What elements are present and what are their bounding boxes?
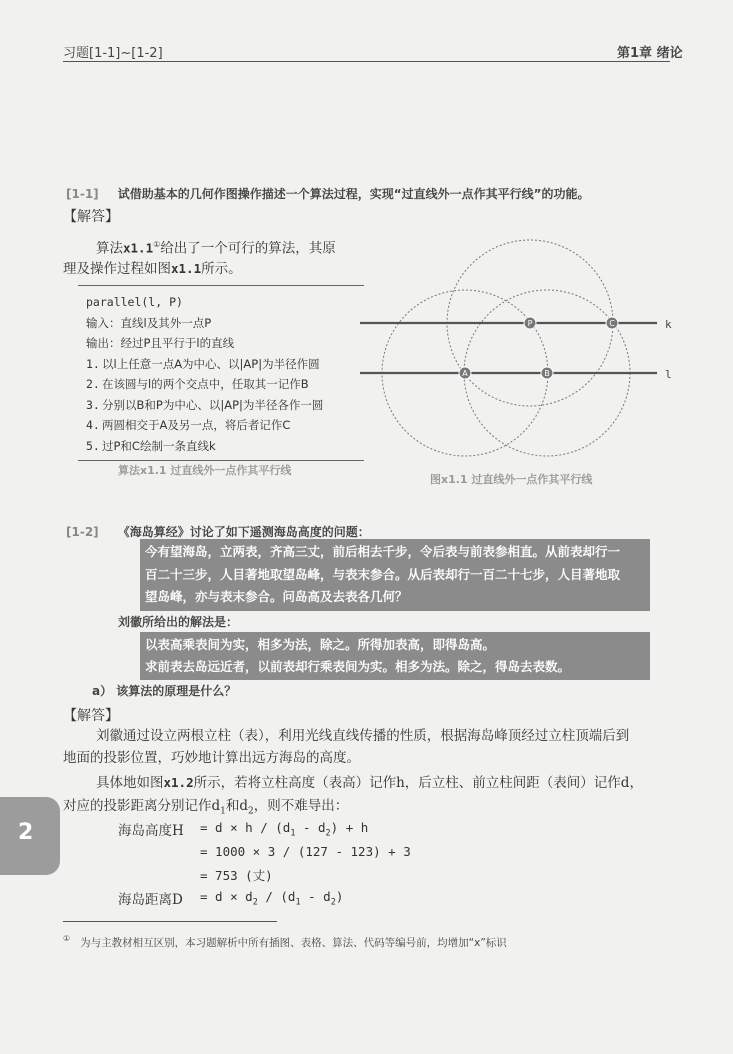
point-c [606,317,618,329]
intro-text: 所示。 [201,261,242,277]
formula-part: = d × h / (d [200,820,291,835]
algorithm-step [86,436,364,457]
question-1 [66,183,590,202]
subscript: 2 [248,806,254,817]
subscript: 1 [290,828,296,839]
footnote-text: 为与主教材相互区别，本习题解析中所有插图、表格、算法、代码等编号前，均增加“x”标识 [80,936,507,949]
algorithm-step [86,354,364,375]
algorithm-box [78,285,364,461]
paragraph-text: 具体地如图 [96,775,164,791]
point-a [459,367,471,379]
formula-part: - d [300,889,331,904]
intro-text: 算法 [96,240,123,257]
classical-problem-quote [140,539,650,611]
subscript: 2 [330,897,336,908]
line-l-label: l [665,368,672,381]
formula-island-height-numeric: = 1000 × 3 / (127 - 123) + 3 [200,844,411,859]
quote-line: 今有望海岛，立两表，齐高三丈，前后相去千步，令后表与前表参相直。从前表却行一 [145,544,621,559]
paragraph-text: 对应的投影距离分别记作d [63,798,221,814]
formula-part: = d × d [200,889,253,904]
formula-part: ) [335,889,344,904]
running-header-right: 第1章 绪论 [617,46,683,61]
subscript: 2 [325,828,331,839]
point-p-label: P [527,319,533,328]
question-1-text: 试借助基本的几何作图操作描述一个算法过程，实现“过直线外一点作其平行线”的功能。 [117,187,590,201]
step-text: 分别以B和P为中心、以|AP|为半径各作一圆 [102,397,324,412]
algorithm-output: 输出：经过P且平行于l的直线 [86,336,235,350]
step-text: 以l上任意一点A为中心、以|AP|为半径作圆 [102,356,320,371]
point-p [524,317,536,329]
geometry-figure [355,235,685,470]
footnote [63,934,507,950]
algorithm-signature: parallel(l, P) [86,295,183,309]
step-number: 2. [86,377,100,391]
step-text: 过P和C绘制一条直线k [102,438,216,453]
answer-paragraph-1-line1: 刘徽通过设立两根立柱（表），利用光线直线传播的性质，根据海岛峰顶经过立柱顶端后到 [96,728,630,744]
formula-part: / (d [257,889,296,904]
formula-island-height-result: = 753 (丈) [200,868,273,883]
liu-hui-solution-quote [140,632,650,680]
footnote-ref: ① [153,240,161,249]
algorithm-ref: x1.1 [123,240,154,256]
subscript: 2 [252,897,258,908]
q1-intro-line2 [63,256,242,282]
point-c-label: C [609,319,615,328]
step-number: 5. [86,438,100,453]
subscript: 1 [220,806,226,817]
figure-ref: x1.2 [163,775,194,790]
step-text: 两圆相交于A及另一点，将后者记作C [102,418,291,432]
page-number: 2 [18,820,34,845]
formula-island-height-label: 海岛高度H [118,823,184,839]
formula-island-height [200,820,368,839]
paragraph-text: 所示，若将立柱高度（表高）记作h，后立柱、前立柱间距（表间）记作d， [193,775,643,791]
intro-text: 理及操作过程如图 [63,261,171,277]
sub-question-a: a） 该算法的原理是什么？ [92,684,237,698]
point-b-label: B [544,369,550,378]
algorithm-step [86,374,364,395]
step-number: 3. [86,397,100,412]
answer-paragraph-1-line2: 地面的投影位置，巧妙地计算出远方海岛的高度。 [63,750,360,766]
paragraph-text: ，则不难导出： [253,798,349,814]
step-text: 在该圆与l的两个交点中，任取其一记作B [102,377,309,391]
answer-tag-2: 【解答】 [63,708,119,724]
figure-caption: 图x1.1 过直线外一点作其平行线 [430,473,593,486]
paragraph-text: 和d [225,798,249,814]
running-header-left: 习题[1-1]~[1-2] [63,46,163,61]
footnote-rule [63,921,277,922]
subscript: 1 [295,897,301,908]
algorithm-input: 输入：直线l及其外一点P [86,315,212,330]
step-number: 4. [86,418,100,432]
intro-text: 给出了一个可行的算法，其原 [160,240,336,257]
step-number: 1. [86,356,100,371]
question-2-text: 《海岛算经》讨论了如下遥测海岛高度的问题： [117,525,370,539]
algorithm-caption: 算法x1.1 过直线外一点作其平行线 [118,464,292,477]
formula-part: ) + h [330,820,369,835]
algorithm-step [86,415,364,436]
question-1-label: [1-1] [66,187,99,201]
point-a-label: A [462,369,468,378]
line-k-label: k [665,318,672,331]
formula-island-distance-label: 海岛距离D [118,892,183,908]
question-2-label: [1-2] [66,525,99,539]
formula-part: - d [295,820,326,835]
answer-tag-1: 【解答】 [63,209,119,225]
algorithm-step [86,395,364,416]
solution-line: 以表高乘表间为实，相多为法，除之。所得加表高，即得岛高。 [145,637,496,652]
formula-island-distance [200,889,343,908]
question-2 [66,521,370,540]
quote-line: 百二十三步，人目著地取望岛峰，与表末参合。从后表却行一百二十七步，人目著地取 [145,566,621,582]
header-rule [63,61,670,62]
figure-ref: x1.1 [171,261,202,276]
point-b [541,367,553,379]
quote-line: 望岛峰，亦与表末参合。问岛高及去表各几何？ [145,589,408,604]
solution-line: 求前表去岛远近者，以前表却行乘表间为实。相多为法。除之，得岛去表数。 [145,659,571,674]
footnote-mark: ① [63,934,71,943]
liu-hui-heading: 刘徽所给出的解法是： [118,615,239,629]
